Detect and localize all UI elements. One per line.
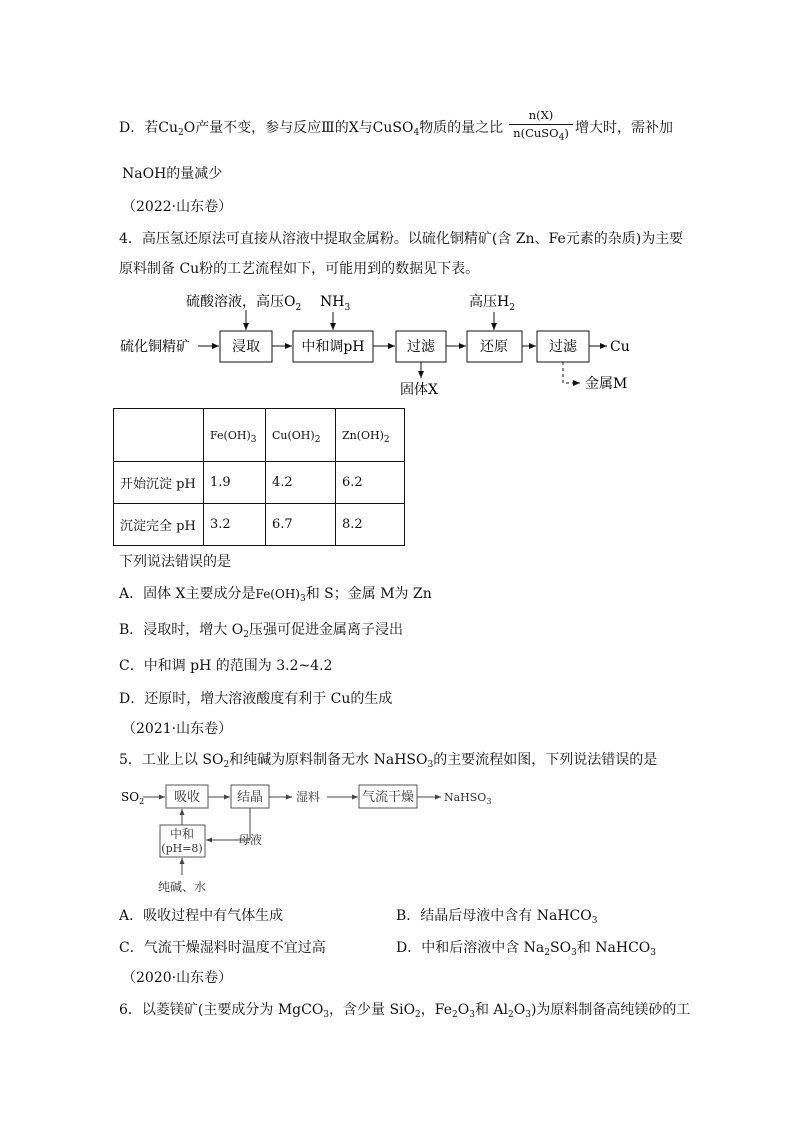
q4-process-flow-diagram [0,290,794,400]
flow-end-nahso3: NaHSO$_3$ [444,791,492,806]
table-cell: 3.2 [204,504,266,546]
q3-option-d: D．若$Cu_2O$产量不变，参与反应Ⅲ的X与CuSO$_4$物质的量之比 [119,120,504,138]
q3-option-d-line2: NaOH的量减少 [122,166,223,182]
flow-box-filter-1-label: 过滤 [407,339,435,355]
mole-ratio-fraction: n(X) n(CuSO$_4$) [509,108,573,142]
q4-question-stem: 下列说法错误的是 [119,554,231,570]
flow-input-h2: 高压$H_2$ [469,294,515,313]
table-row [114,504,405,546]
table-row [114,462,405,504]
table-header-cell: $Cu(OH)_2$ [266,409,336,462]
flow-mother-liquor: 母液 [238,833,263,847]
q4-option-c: C．中和调 pH 的范围为 3.2~4.2 [119,658,333,674]
flow-box-leach-label: 浸取 [232,339,260,355]
table-cell: 6.7 [266,504,336,546]
table-cell: 4.2 [266,462,336,504]
flow-end-label: Cu [610,339,630,355]
table-row-label: 开始沉淀 pH [114,462,204,504]
table-header-cell: $Zn(OH)_2$ [336,409,405,462]
hydroxide-ph-table [113,408,405,546]
flow-output-solid-x: 固体X [400,382,438,398]
source-2022: （2022·山东卷） [122,199,233,215]
table-header-cell: $Fe(OH)_3$ [204,409,266,462]
q4-stem-line1: 4．高压氢还原法可直接从溶液中提取金属粉。以硫化铜精矿(含 Zn、Fe元素的杂质)为主要 [119,231,684,247]
flow-box-crystallize-label: 结晶 [236,790,264,805]
flow-input-nh3: $NH_3$ [320,294,351,313]
source-2020: （2020·山东卷） [122,970,233,986]
q5-process-flow-diagram [0,775,794,900]
table-cell: 8.2 [336,504,405,546]
q5-option-a: A．吸收过程中有气体生成 [119,908,284,924]
flow-box-reduce-label: 还原 [480,339,508,355]
flow-dashed-arrow [563,362,580,383]
flow-wet-material: 湿料 [296,790,321,804]
flow-box-absorb-label: 吸收 [173,790,201,805]
flow-start-so2: $SO_2$ [121,790,145,806]
flow-output-metal-m: 金属M [585,376,628,392]
q4-stem-line2: 原料制备 Cu粉的工艺流程如下，可能用到的数据见下表。 [119,261,480,277]
flow-start-label: 硫化铜精矿 [120,339,190,355]
flow-box-filter-2-label: 过滤 [549,339,577,355]
table-cell: 6.2 [336,462,405,504]
q4-option-a: A．固体 X主要成分是$Fe(OH)_3$和 S；金属 M为 Zn [119,586,432,604]
flow-box-neutralize-label: 中和调pH [301,339,365,355]
flow-box-neutralize-label: 中和 [169,827,195,841]
q5-option-d: D．中和后溶液中含 $Na_2SO_3$和 NaHCO$_3$ [396,940,657,958]
table-corner-cell [114,409,204,462]
q5-option-c: C．气流干燥湿料时温度不宜过高 [119,940,326,956]
table-cell: 1.9 [204,462,266,504]
flow-box-neutralize-ph: (pH=8) [161,842,203,855]
q5-stem: 5．工业上以 $SO_2$和纯碱为原料制备无水 NaHSO$_3$的主要流程如图，下列说法错误的是 [119,752,658,770]
table-header-row [114,409,405,462]
flow-input-leach: 硫酸溶液，高压$O_2$ [186,294,302,313]
q4-option-b: B．浸取时，增大 $O_2$压强可促进金属离子浸出 [119,622,403,640]
flow-raw-materials: 纯碱、水 [158,880,207,894]
q3-option-d-suffix: 增大时，需补加 [575,120,673,136]
q4-option-d: D．还原时，增大溶液酸度有利于 Cu的生成 [119,691,393,707]
q6-stem: 6．以菱镁矿(主要成分为 MgCO$_3$，含少量 SiO$_2$，$Fe_2O_3$和 $Al_2O_3$)为原料制备高纯镁砂的工 [119,1002,691,1020]
source-2021: （2021·山东卷） [122,721,233,737]
table-row-label: 沉淀完全 pH [114,504,204,546]
flow-box-dry-label: 气流干燥 [361,790,415,805]
q5-option-b: B．结晶后母液中含有 NaHCO$_3$ [396,908,598,926]
